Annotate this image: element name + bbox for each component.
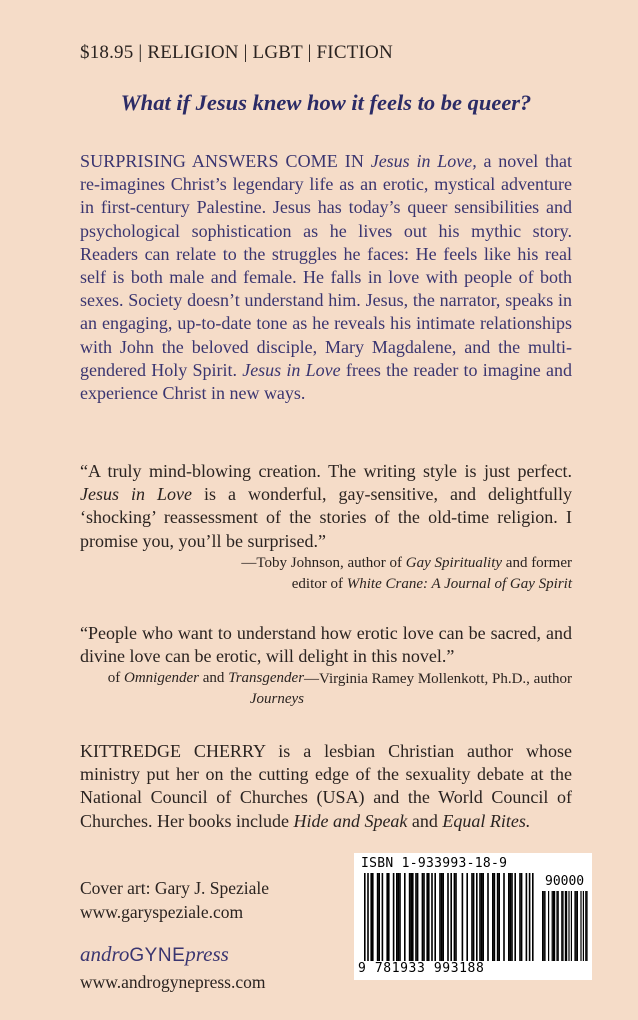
blurb-text: a novel that re-imagines Christ’s legendary life as an erotic, mystical adventure in first-century Palestine. Jesus has today’s queer sensibilities and psychological sophistication as he lives out his mythic story. Readers can relate to the struggles he faces: He feels like his real self is both male and female. He falls in love with people of both sexes. Society doesn’t understand him. Jesus, the narrator, speaks in an engaging, up-to-date tone as he reveals his intimate relationships with John the beloved disciple, Mary Magdalene, and the multi-gendered Holy Spirit. (80, 151, 572, 380)
blurb-lead: SURPRISING ANSWERS COME IN (80, 151, 364, 171)
publisher-logo (80, 942, 229, 967)
barcode-bar (399, 873, 401, 961)
barcode-bar (508, 873, 510, 961)
book-title: Jesus in Love (242, 359, 341, 380)
barcode-bar (367, 873, 369, 961)
barcode-bar (514, 873, 516, 961)
barcode-bar (543, 891, 544, 961)
barcode-bar (439, 873, 441, 961)
book-title: Jesus in Love (80, 484, 192, 505)
bio-text: KITTREDGE CHERRY is a lesbian Christian author whose ministry put her on the cutting edge of the sexuality debate at the National Council of Churches (USA) and the World Council of Churches. Her books include (80, 741, 572, 831)
barcode-bar (544, 891, 545, 961)
barcode-bar (415, 873, 417, 961)
barcode-bar (396, 873, 398, 961)
barcode-bar (542, 891, 543, 961)
barcode-bar (393, 873, 395, 961)
logo-part: andro (80, 942, 130, 966)
cover-art-credit: Cover art: Gary J. Speziale (80, 878, 270, 898)
book-title: Equal Rites. (442, 810, 531, 831)
price-categories: $18.95 | RELIGION | LGBT | FICTION (80, 42, 393, 63)
barcode-bar (553, 891, 554, 961)
attribution-text: —Virginia Ramey Mollenkott, Ph.D., author (304, 671, 572, 688)
barcode-bar (566, 891, 567, 961)
attribution-text: and former (502, 554, 572, 571)
barcode-bar (417, 873, 419, 961)
barcode-bar (471, 873, 473, 961)
barcode-bar (511, 873, 513, 961)
attribution-text: editor of (291, 575, 347, 592)
barcode-bar (409, 873, 411, 961)
barcode-bar (428, 873, 430, 961)
barcode-bar (422, 873, 424, 961)
artist-website-link[interactable]: www.garyspeziale.com (80, 902, 244, 922)
barcode-bar (552, 891, 553, 961)
bio-text: and (407, 810, 443, 831)
barcode-bar (510, 873, 512, 961)
barcode-bar (529, 873, 531, 961)
barcode-bar (498, 873, 500, 961)
barcode-bar (410, 873, 412, 961)
attribution-book: White Crane: A Journal of Gay Spirit (346, 575, 572, 592)
barcode-bar (377, 873, 379, 961)
review-quote (80, 622, 572, 710)
isbn-label: ISBN 1-933993-18-9 (361, 856, 508, 871)
barcode-bar (526, 873, 528, 961)
attribution-text: —Toby Johnson, author of (241, 554, 406, 571)
barcode-bar (519, 873, 521, 961)
barcode-bar (454, 873, 456, 961)
barcode-bar (583, 891, 584, 961)
barcode-bar (568, 891, 569, 961)
barcode-bar (441, 873, 443, 961)
barcode-bar (586, 891, 587, 961)
barcode-bar (404, 873, 406, 961)
barcode-bar (476, 873, 478, 961)
barcode-bar (561, 891, 562, 961)
book-title: Hide and Speak (293, 810, 408, 831)
barcode-bar (372, 873, 374, 961)
barcode-bar (574, 891, 575, 961)
barcode-bar (556, 891, 557, 961)
barcode-bar (548, 891, 549, 961)
barcode-bar (382, 873, 384, 961)
attribution-text: and (199, 670, 229, 687)
barcode-bar (450, 873, 452, 961)
barcode-bar (386, 873, 388, 961)
barcode-bar (370, 873, 372, 961)
barcode-bar (580, 891, 581, 961)
attribution-book: Omnigender (124, 670, 200, 687)
barcode-bar (558, 891, 559, 961)
barcode-bar (487, 873, 489, 961)
barcode-bar (431, 873, 433, 961)
quote-attribution (80, 553, 572, 595)
description-blurb (80, 150, 572, 405)
barcode-bar (378, 873, 380, 961)
isbn-barcode (354, 853, 592, 980)
barcode-bar (423, 873, 425, 961)
barcode-bar (426, 873, 428, 961)
barcode-bar (577, 891, 578, 961)
barcode-bar (576, 891, 577, 961)
barcode-bar (482, 873, 484, 961)
barcode-bar (571, 891, 572, 961)
barcode-bar (479, 873, 481, 961)
barcode-bar (554, 891, 555, 961)
barcode-bar (565, 891, 566, 961)
quote-text: “A truly mind-blowing creation. The writing style is just perfect. (80, 461, 572, 481)
barcode-bar (398, 873, 400, 961)
logo-part: press (185, 942, 229, 966)
barcode-bar (481, 873, 483, 961)
barcode-bar (412, 873, 414, 961)
quote-text: “People who want to understand how erotic love can be sacred, and divine love can be erotic, will delight in this novel.” (80, 623, 572, 667)
review-quote (80, 460, 572, 595)
quote-text: is a wonderful, gay-sensitive, and delightfully ‘shocking’ reassessment of the stories of the old-time religion. I promise you, you’ll be surprised.” (80, 484, 572, 551)
barcode-bar (388, 873, 390, 961)
barcode-bar (503, 873, 505, 961)
barcode-bar (466, 873, 468, 961)
author-bio (80, 740, 572, 833)
barcode-bar (447, 873, 449, 961)
barcode-bar (492, 873, 494, 961)
barcode-bar (442, 873, 444, 961)
barcode-bar (455, 873, 457, 961)
attribution-book: Gay Spirituality (405, 554, 503, 571)
barcode-bar (497, 873, 499, 961)
barcode-bar (585, 891, 586, 961)
headline: What if Jesus knew how it feels to be queer? (120, 90, 532, 115)
barcode-bar (473, 873, 475, 961)
barcode-bar (521, 873, 523, 961)
attribution-book: Transgender Journeys (228, 670, 305, 708)
book-title: Jesus in Love, (370, 151, 477, 171)
barcode-bar (562, 891, 563, 961)
ean-digits: 9 781933 993188 (358, 961, 485, 976)
cover-credits (80, 876, 269, 924)
publisher-website-link[interactable]: www.androgynepress.com (80, 972, 266, 992)
barcode-bar (462, 873, 464, 961)
barcode-bar (364, 873, 366, 961)
price-code: 90000 (545, 874, 585, 889)
barcode-bar (434, 873, 436, 961)
barcode-bar (494, 873, 496, 961)
logo-part: GYNE (129, 945, 186, 966)
blurb-text: frees the reader to imagine and experience Christ in new ways. (80, 359, 573, 404)
barcode-bar (532, 873, 534, 961)
attribution-text: of (107, 670, 125, 687)
